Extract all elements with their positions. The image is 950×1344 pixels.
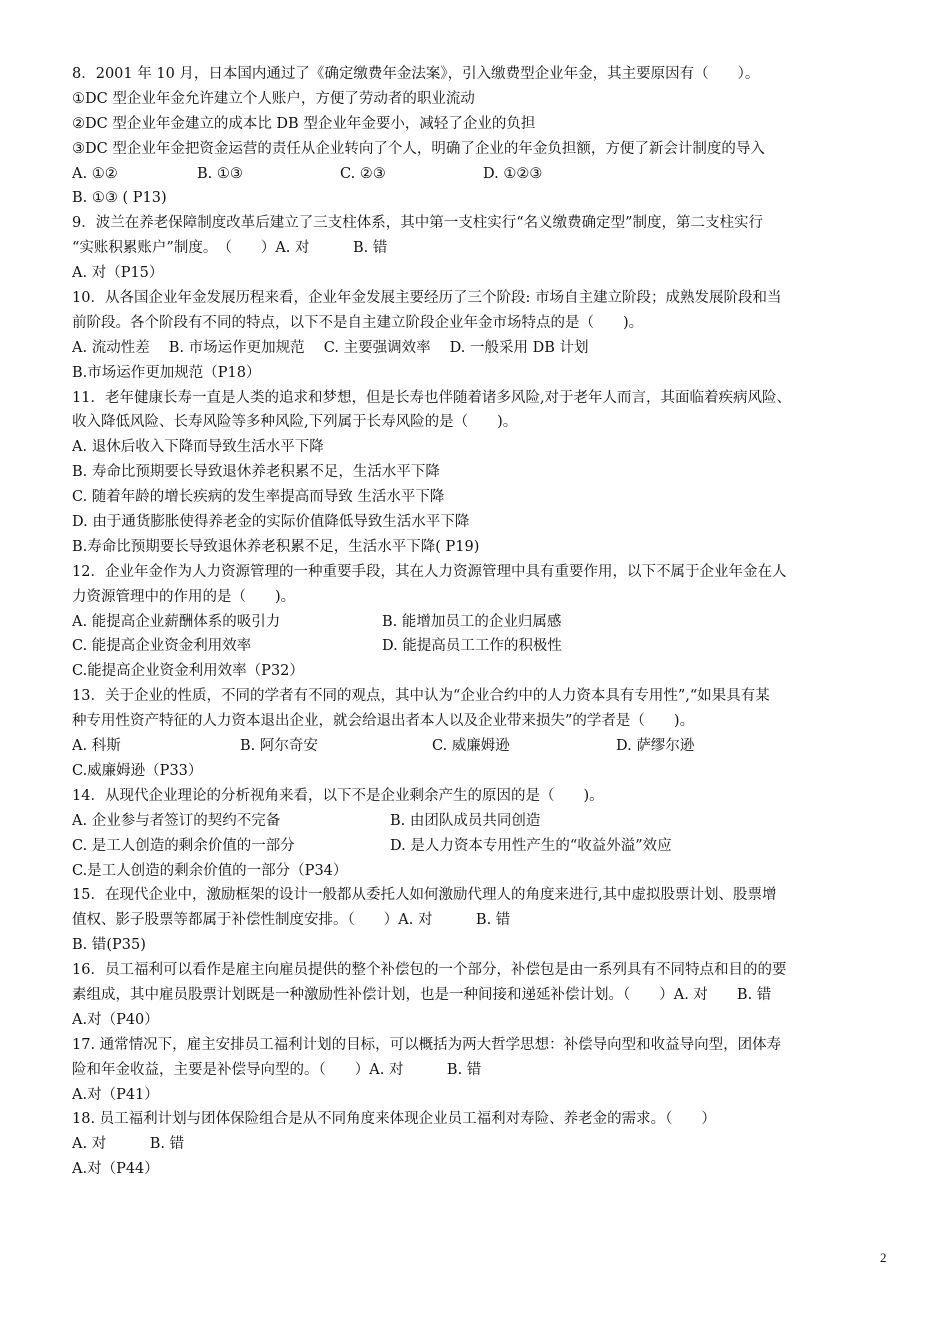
question-9 [72, 211, 898, 286]
question-17 [72, 1033, 898, 1108]
question-12-answer: C.能提高企业资金利用效率（P32） [72, 663, 304, 680]
option-c: C. 能提高企业资金利用效率 [72, 638, 252, 655]
question-12 [72, 560, 898, 684]
option-a: A. ①② [72, 165, 118, 182]
question-18 [72, 1107, 898, 1182]
option-b: B. 能增加员工的企业归属感 [382, 613, 562, 630]
question-15-stem-line-1: 15．在现代企业中，激励框架的设计一般都从委托人如何激励代理人的角度来进行,其中虚拟股票计划、股票增 [72, 887, 777, 904]
question-11-stem-line-2: 收入降低风险、长寿风险等多种风险,下列属于长寿风险的是（ )。 [72, 414, 518, 431]
question-10-stem-line-1: 10．从各国企业年金发展历程来看，企业年金发展主要经历了三个阶段: 市场自主建立阶段；成熟发展阶段和当 [72, 290, 782, 307]
option-a: A. 企业参与者签订的契约不完备 [72, 812, 281, 829]
question-13 [72, 684, 898, 784]
question-15-stem-line-2: 值权、影子股票等都属于补偿性制度安排。（ ）A. 对 B. 错 [72, 912, 511, 929]
question-9-stem-line-1: 9．波兰在养老保障制度改革后建立了三支柱体系，其中第一支柱实行“名义缴费确定型”制度，第二支柱实行 [72, 215, 764, 232]
question-11-option-b: B. 寿命比预期要长导致退休养老积累不足，生活水平下降 [72, 464, 440, 481]
question-11-option-a: A. 退休后收入下降而导致生活水平下降 [72, 439, 324, 456]
page-number: 2 [880, 1250, 887, 1265]
question-13-answer: C.威廉姆逊（P33） [72, 762, 203, 779]
question-18-answer: A.对（P44） [72, 1161, 159, 1178]
question-14-answer: C.是工人创造的剩余价值的一部分（P34） [72, 862, 348, 879]
question-12-options-row-2 [72, 634, 898, 659]
question-13-stem-line-2: 种专用性资产特征的人力资本退出企业，就会给退出者本人以及企业带来损失”的学者是（ )。 [72, 713, 695, 730]
question-list [72, 62, 898, 1182]
question-10-stem-line-2: 前阶段。各个阶段有不同的特点，以下不是自主建立阶段企业年金市场特点的是（ )。 [72, 314, 644, 331]
question-16 [72, 958, 898, 1033]
question-8-statement-3: ③DC 型企业年金把资金运营的责任从企业转向了个人，明确了企业的年金负担额，方便了新会计制度的导入 [72, 140, 765, 157]
question-17-stem-line-1: 17. 通常情况下，雇主安排员工福利计划的目标，可以概括为两大哲学思想：补偿导向型和收益导向型，团体寿 [72, 1036, 782, 1053]
question-12-stem-line-2: 力资源管理中的作用的是（ )。 [72, 588, 296, 605]
question-16-answer: A.对（P40） [72, 1011, 159, 1028]
question-10-options: A. 流动性差 B. 市场运作更加规范 C. 主要强调效率 D. 一般采用 DB 计划 [72, 339, 589, 356]
question-8 [72, 62, 898, 211]
question-14 [72, 784, 898, 884]
question-8-statement-2: ②DC 型企业年金建立的成本比 DB 型企业年金要小，减轻了企业的负担 [72, 115, 536, 132]
option-b: B. ①③ [197, 165, 243, 182]
question-16-stem-line-2: 素组成，其中雇员股票计划既是一种激励性补偿计划，也是一种间接和递延补偿计划。（ ）A. 对 B. 错 [72, 986, 772, 1003]
question-11-answer: B.寿命比预期要长导致退休养老积累不足，生活水平下降( P19) [72, 538, 480, 555]
question-15 [72, 883, 898, 958]
question-8-answer: B. ①③ ( P13) [72, 190, 167, 207]
question-14-options-row-2 [72, 834, 898, 859]
option-d: D. 是人力资本专用性产生的“收益外溢”效应 [390, 837, 672, 854]
question-10 [72, 286, 898, 386]
option-c: C. ②③ [340, 165, 386, 182]
option-d: D. 能提高员工工作的积极性 [382, 638, 562, 655]
question-18-options: A. 对 B. 错 [72, 1136, 185, 1153]
option-d: D. ①②③ [483, 165, 543, 182]
question-12-stem-line-1: 12．企业年金作为人力资源管理的一种重要手段，其在人力资源管理中具有重要作用，以下不属于企业年金在人 [72, 563, 787, 580]
question-13-stem-line-1: 13．关于企业的性质，不同的学者有不同的观点，其中认为“企业合约中的人力资本具有专用性”,“如果具有某 [72, 688, 770, 705]
question-8-stem: 8．2001 年 10 月，日本国内通过了《确定缴费年金法案》，引入缴费型企业年金，其主要原因有（ ）。 [72, 66, 760, 82]
question-9-stem-line-2: “实账积累账户”制度。 （ ）A. 对 B. 错 [72, 240, 388, 257]
option-c: C. 是工人创造的剩余价值的一部分 [72, 837, 295, 854]
question-17-stem-line-2: 险和年金收益，主要是补偿导向型的。（ ）A. 对 B. 错 [72, 1061, 482, 1078]
option-a: A. 能提高企业薪酬体系的吸引力 [72, 613, 281, 630]
question-13-options [72, 734, 898, 759]
question-9-answer: A. 对（P15） [72, 265, 164, 282]
question-8-options [72, 162, 898, 187]
question-10-answer: B.市场运作更加规范（P18） [72, 364, 261, 381]
question-11-option-d: D. 由于通货膨胀使得养老金的实际价值降低导致生活水平下降 [72, 514, 470, 531]
option-c: C. 威廉姆逊 [432, 738, 510, 755]
question-17-answer: A.对（P41） [72, 1086, 159, 1103]
question-11-option-c: C. 随着年龄的增长疾病的发生率提高而导致 生活水平下降 [72, 489, 445, 506]
question-14-options-row-1 [72, 809, 898, 834]
question-11 [72, 386, 898, 560]
question-14-stem: 14．从现代企业理论的分析视角来看，以下不是企业剩余产生的原因的是（ )。 [72, 787, 604, 804]
option-d: D. 萨缪尔逊 [616, 738, 695, 755]
question-16-stem-line-1: 16．员工福利可以看作是雇主向雇员提供的整个补偿包的一个部分，补偿包是由一系列具有不同特点和目的的要 [72, 962, 787, 979]
question-12-options-row-1 [72, 610, 898, 635]
question-11-stem-line-1: 11．老年健康长寿一直是人类的追求和梦想，但是长寿也伴随着诸多风险,对于老年人而言，其面临着疾病风险、 [72, 389, 792, 406]
question-8-statement-1: ①DC 型企业年金允许建立个人账户，方便了劳动者的职业流动 [72, 90, 475, 107]
question-15-answer: B. 错(P35) [72, 937, 146, 954]
option-a: A. 科斯 [72, 738, 121, 755]
option-b: B. 阿尔奇安 [240, 738, 318, 755]
question-18-stem: 18. 员工福利计划与团体保险组合是从不同角度来体现企业员工福利对寿险、养老金的需求。（ ） [72, 1111, 716, 1128]
option-b: B. 由团队成员共同创造 [390, 812, 541, 829]
